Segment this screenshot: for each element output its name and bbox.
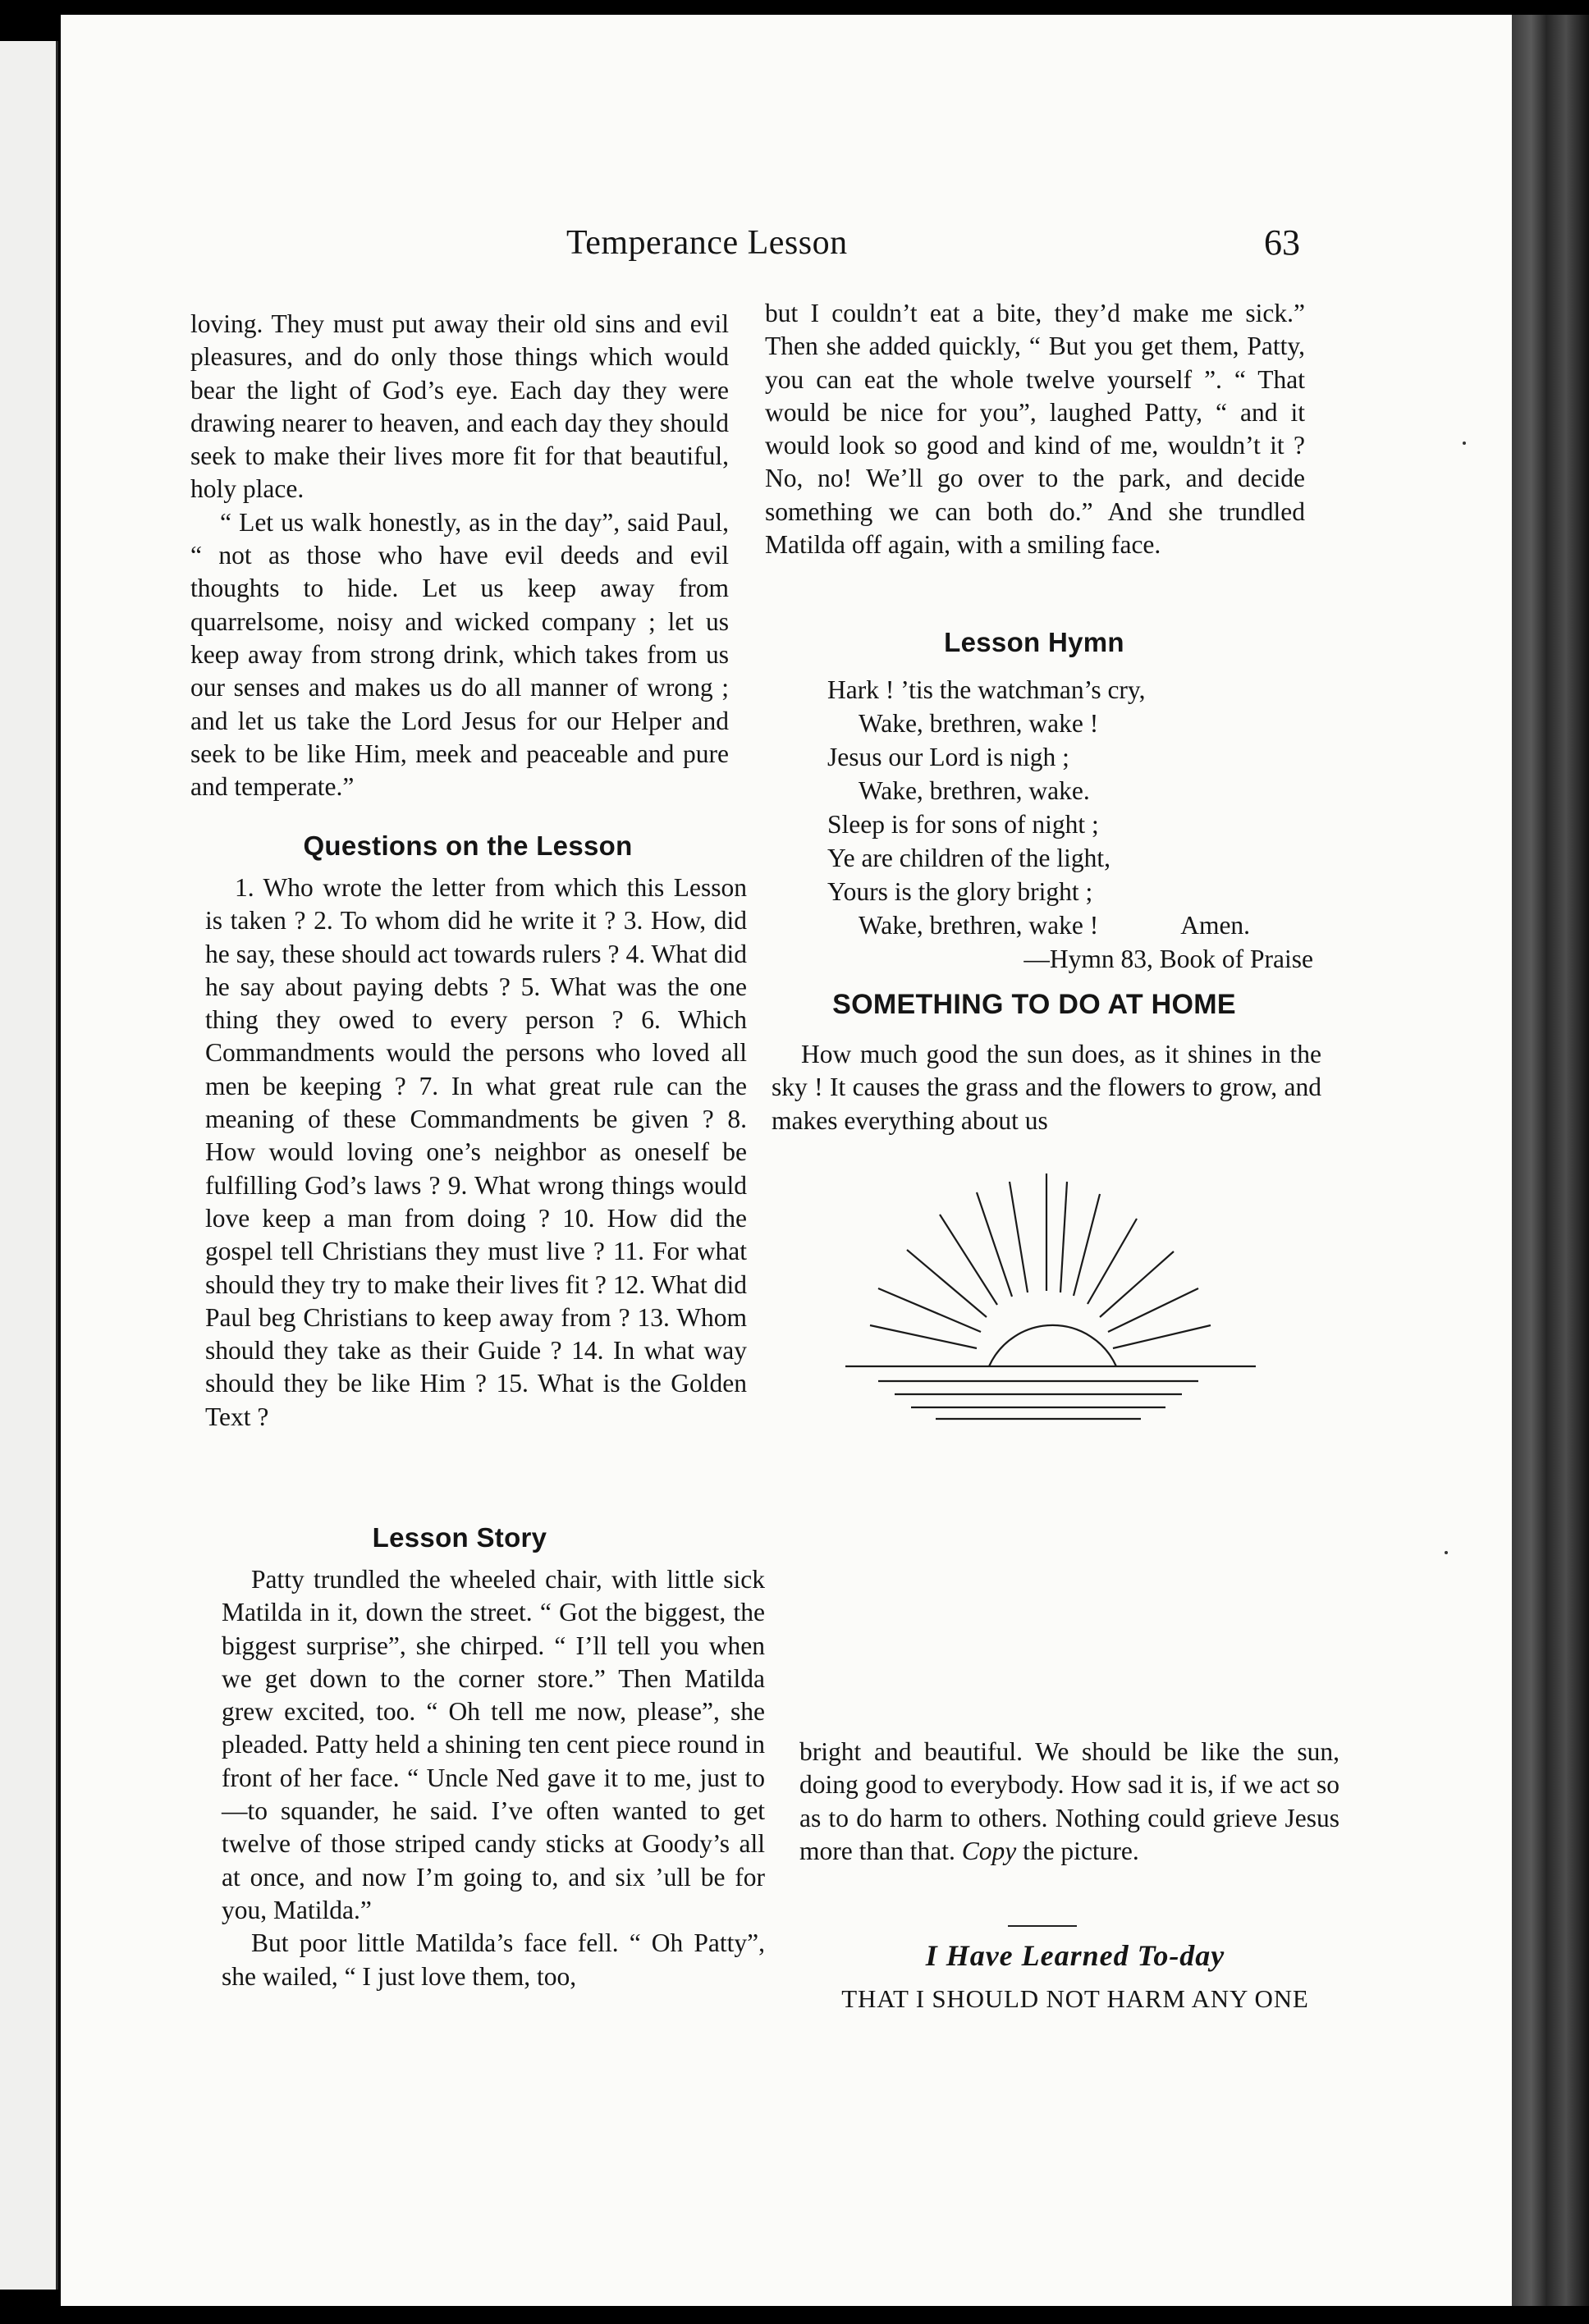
sun-ray — [870, 1325, 977, 1348]
hymn-line: Hark ! ’tis the watchman’s cry, — [827, 675, 1146, 704]
home-activity-conclusion — [799, 1736, 1339, 1868]
story-block — [222, 1563, 765, 1993]
sun-disc — [989, 1325, 1116, 1366]
hymn-amen: Amen. — [1180, 911, 1251, 940]
sun-ray — [878, 1288, 981, 1332]
facing-page-edge — [0, 41, 58, 2290]
hymn-line: Sleep is for sons of night ; — [827, 810, 1099, 839]
hymn-citation: —Hymn 83, Book of Praise — [1023, 945, 1313, 973]
paragraph: loving. They must put away their old sins and evil pleasures, and do only those things which would bear the light of God’s eye. Each day they were drawing nearer to heaven, and each day they should seek to make their lives more fit for that beautiful, holy place. — [190, 309, 729, 504]
sun-ray — [907, 1250, 987, 1317]
copy-instruction: Copy — [961, 1836, 1017, 1865]
hymn-line: Wake, brethren, wake ! — [859, 911, 1099, 940]
paragraph: but I couldn’t eat a bite, they’d make me sick.” Then she added quickly, “ But you get them, Patty, you can eat the whole twelve yourself ”. “ That would be nice for you”, laughed Patty, “ and it would look so good and kind of me, wouldn’t it ? No, no! We’ll go over to the park, and decide something we can both do.” And she trundled Matilda off again, with a smiling face. — [765, 299, 1305, 560]
hymn-line: Yours is the glory bright ; — [827, 877, 1093, 906]
column-one-top — [190, 308, 729, 803]
conclusion-text-end: the picture. — [1023, 1836, 1139, 1865]
sun-ray — [1010, 1182, 1028, 1292]
paragraph: But poor little Matilda’s face fell. “ Oh Patty”, she wailed, “ I just love them, too, — [222, 1928, 765, 1991]
hymn-line: Wake, brethren, wake ! — [859, 709, 1099, 738]
hymn-verse — [827, 673, 1320, 976]
paragraph: Patty trundled the wheeled chair, with little sick Matilda in it, down the street. “ Got the biggest, the biggest surprise”, she chirped. “ I’ll tell you when we get down to the corner store.” Then Matilda grew excited, too. “ Oh tell me now, please”, she pleaded. Patty held a shining ten cent piece round in front of her face. “ Uncle Ned gave it to me, just to—to squander, he said. I’ve often wanted to get twelve of those striped candy sticks at Goody’s all at once, and now I’m going to, and six ’ull be for you, Matilda.” — [222, 1565, 765, 1924]
running-header-title: Temperance Lesson — [566, 224, 848, 262]
rising-sun-illustration — [845, 1161, 1272, 1424]
section-divider — [1008, 1925, 1077, 1927]
hymn-heading: Lesson Hymn — [944, 627, 1124, 657]
questions-heading: Questions on the Lesson — [303, 830, 633, 861]
conclusion-text: bright and beautiful. We should be like the sun, doing good to everybody. How sad it is, if we act so as to do harm to others. Nothing could grieve Jesus more than that. — [799, 1737, 1339, 1865]
hymn-line-last — [827, 908, 1320, 942]
hymn-line: Wake, brethren, wake. — [859, 776, 1090, 805]
sun-ray — [1074, 1194, 1100, 1296]
hymn-line: Jesus our Lord is nigh ; — [827, 743, 1069, 771]
learned-today-heading: I Have Learned To-day — [925, 1939, 1225, 1972]
sun-ray — [1060, 1182, 1067, 1292]
paragraph — [799, 1736, 1339, 1868]
book-spine — [1512, 15, 1589, 2306]
ink-speck — [1463, 441, 1466, 445]
learned-today-text: THAT I SHOULD NOT HARM ANY ONE — [841, 1984, 1309, 2013]
home-activity-intro — [772, 1038, 1321, 1137]
story-heading: Lesson Story — [372, 1522, 547, 1553]
story-continued-block — [765, 297, 1305, 561]
page-number: 63 — [1264, 222, 1300, 263]
sun-ray — [1113, 1325, 1211, 1348]
paragraph: “ Let us walk honestly, as in the day”, said Paul, “ not as those who have evil deeds and evil thoughts to hide. Let us keep away from quarrelsome, noisy and wicked company ; let us keep away from strong drink, which takes from us our senses and makes us do all manner of wrong ; and let us take the Lord Jesus for our Helper and seek to be like Him, meek and peaceable and pure and temperate.” — [190, 507, 729, 802]
questions-block — [205, 872, 747, 1434]
hymn-line: Ye are children of the light, — [827, 844, 1110, 872]
paragraph: How much good the sun does, as it shines in the sky ! It causes the grass and the flowers to grow, and makes everything about us — [772, 1040, 1321, 1135]
sun-ray — [1100, 1251, 1174, 1317]
questions-paragraph: 1. Who wrote the letter from which this Lesson is taken ? 2. To whom did he write it ? 3. How, did he say, these should act towards rulers ? 4. What did he say about paying debts ? 5. What was the one thing they owed to every person ? 6. Which Commandments would the persons who loved all men be keeping ? 7. In what great rule can the meaning of these Commandments be given ? 8. How would loving one’s neighbor as oneself be fulfilling God’s laws ? 9. What wrong things would love keep a man from doing ? 10. How did the gospel tell Christians they must live ? 11. For what should they try to make their lives fit ? 12. What did Paul beg Christians to keep away from ? 13. Whom should they take as their Guide ? 14. In what way should they be like Him ? 15. What is the Golden Text ? — [205, 873, 747, 1431]
sun-ray — [1108, 1288, 1198, 1332]
ink-speck — [1445, 1551, 1448, 1554]
home-activity-heading: SOMETHING TO DO AT HOME — [832, 989, 1236, 1020]
